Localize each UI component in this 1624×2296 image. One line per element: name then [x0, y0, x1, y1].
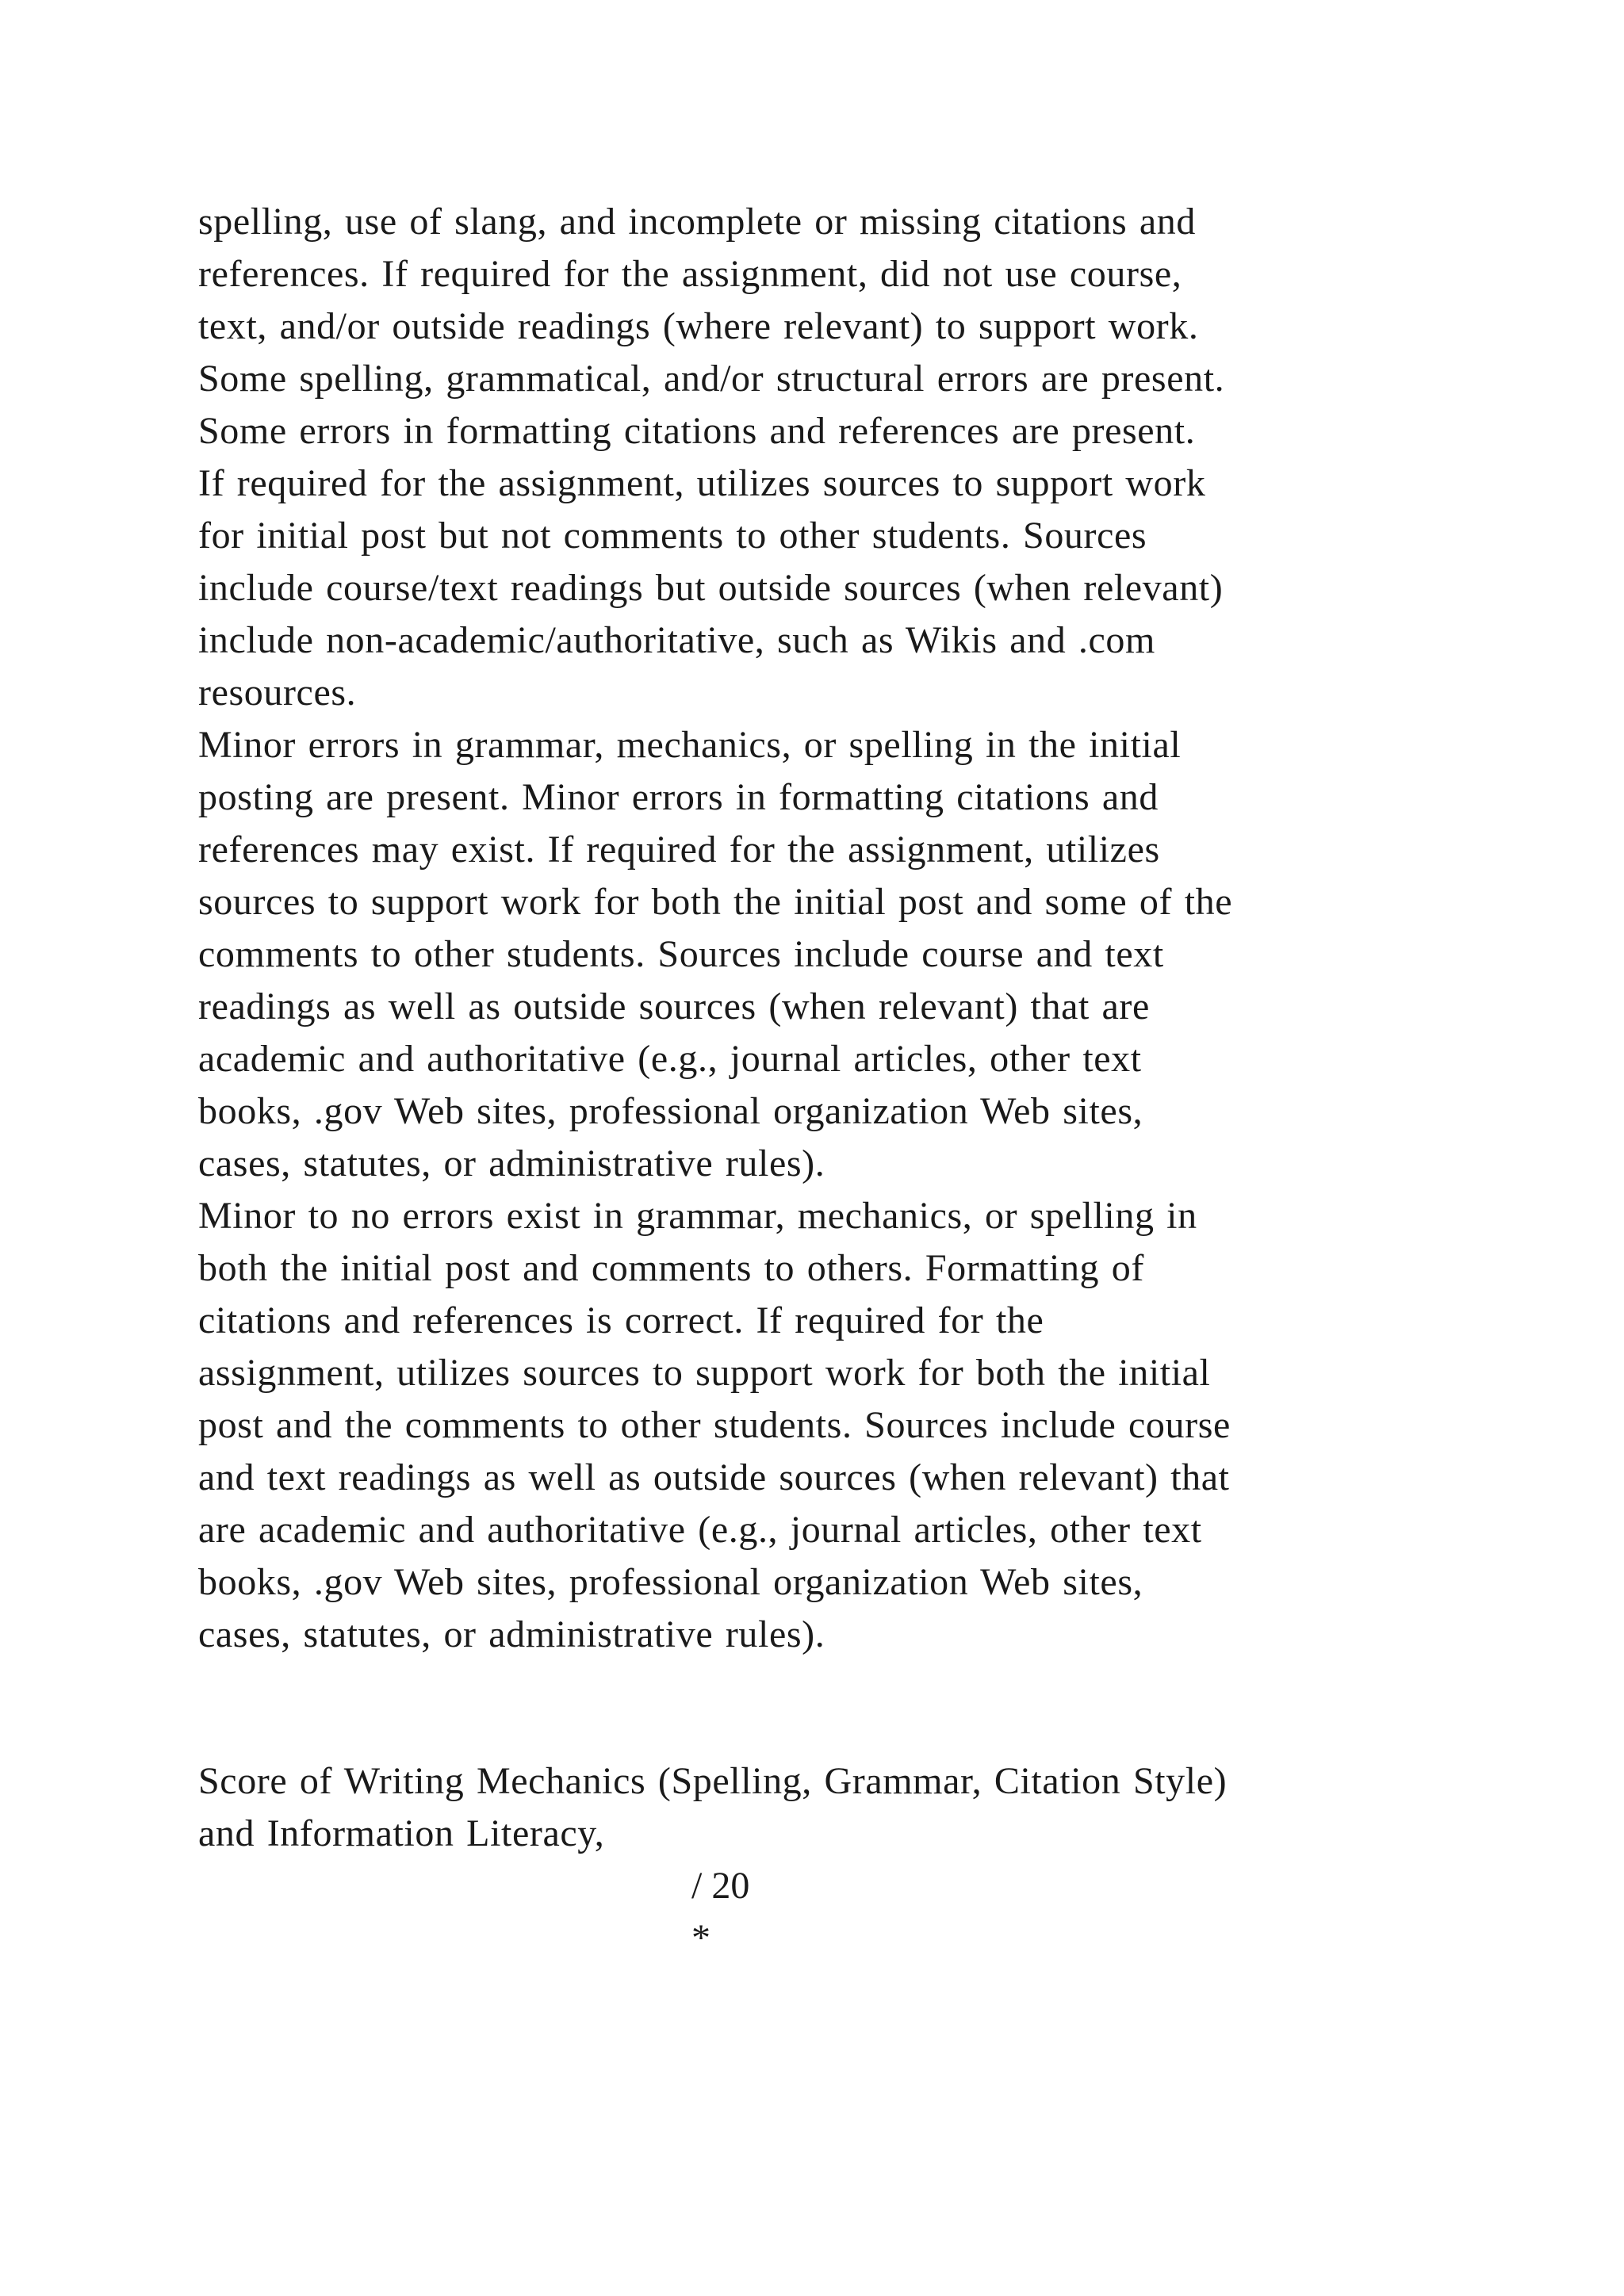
- text-line: cases, statutes, or administrative rules).: [198, 1142, 825, 1184]
- text-line: academic and authoritative (e.g., journal articles, other text: [198, 1038, 1142, 1080]
- text-line: Some spelling, grammatical, and/or structural errors are present.: [198, 358, 1225, 400]
- text-line: are academic and authoritative (e.g., journal articles, other text: [198, 1509, 1202, 1551]
- text-line: for initial post but not comments to other students. Sources: [198, 515, 1147, 557]
- text-line: Minor errors in grammar, mechanics, or spelling in the initial: [198, 724, 1182, 766]
- text-line: sources to support work for both the initial post and some of the: [198, 881, 1233, 923]
- text-line: books, .gov Web sites, professional organization Web sites,: [198, 1561, 1143, 1603]
- score-total: / 20: [691, 1865, 750, 1907]
- text-line: include course/text readings but outside sources (when relevant): [198, 567, 1224, 609]
- text-line: spelling, use of slang, and incomplete or missing citations and: [198, 201, 1196, 243]
- text-line: Minor to no errors exist in grammar, mechanics, or spelling in: [198, 1195, 1197, 1237]
- text-line: posting are present. Minor errors in formatting citations and: [198, 776, 1159, 818]
- text-line: text, and/or outside readings (where relevant) to support work.: [198, 305, 1199, 347]
- text-line: comments to other students. Sources include course and text: [198, 933, 1164, 975]
- required-marker: *: [691, 1917, 710, 1959]
- text-line: citations and references is correct. If required for the: [198, 1299, 1044, 1341]
- score-label: [198, 1755, 1499, 1860]
- text-line: both the initial post and comments to others. Formatting of: [198, 1247, 1144, 1289]
- text-line: references. If required for the assignment, did not use course,: [198, 253, 1182, 295]
- text-line: references may exist. If required for the assignment, utilizes: [198, 828, 1160, 871]
- text-line: resources.: [198, 672, 357, 714]
- score-label-line: and Information Literacy,: [198, 1812, 605, 1854]
- text-line: readings as well as outside sources (when relevant) that are: [198, 985, 1150, 1027]
- score-label-line: Score of Writing Mechanics (Spelling, Grammar, Citation Style): [198, 1760, 1228, 1802]
- text-line: and text readings as well as outside sources (when relevant) that: [198, 1456, 1230, 1498]
- text-line: If required for the assignment, utilizes sources to support work: [198, 462, 1206, 504]
- text-line: books, .gov Web sites, professional organization Web sites,: [198, 1090, 1143, 1132]
- text-line: include non-academic/authoritative, such as Wikis and .com: [198, 619, 1155, 661]
- text-line: post and the comments to other students. Sources include course: [198, 1404, 1231, 1446]
- rubric-description: [198, 196, 1499, 1661]
- text-line: Some errors in formatting citations and references are present.: [198, 410, 1196, 452]
- text-line: cases, statutes, or administrative rules).: [198, 1613, 825, 1655]
- text-line: assignment, utilizes sources to support work for both the initial: [198, 1352, 1211, 1394]
